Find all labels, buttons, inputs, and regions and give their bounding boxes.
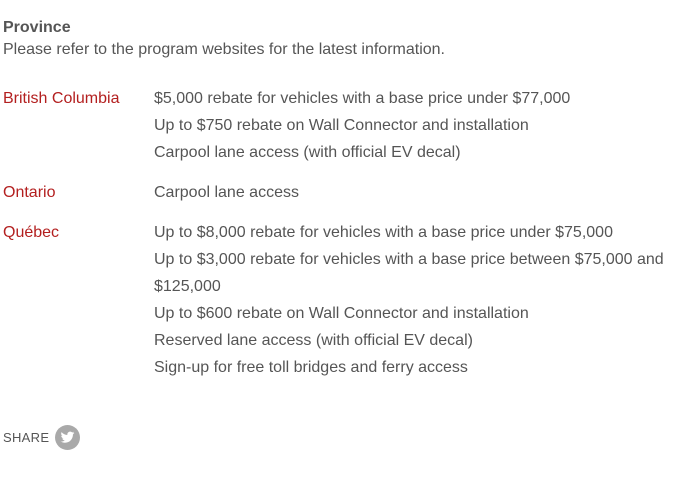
provinces-list bbox=[3, 85, 700, 381]
benefit-item: $5,000 rebate for vehicles with a base price under $77,000 bbox=[154, 90, 571, 107]
benefits-list bbox=[154, 85, 700, 166]
benefit-item: Up to $600 rebate on Wall Connector and installation bbox=[154, 305, 529, 322]
province-row-quebec bbox=[3, 219, 700, 381]
twitter-icon bbox=[60, 430, 75, 445]
section-title: Province bbox=[3, 19, 71, 36]
province-name: Québec bbox=[3, 224, 60, 241]
benefits-list bbox=[154, 219, 700, 381]
twitter-share-button[interactable] bbox=[55, 425, 80, 450]
province-name: Ontario bbox=[3, 184, 56, 201]
benefits-list bbox=[154, 179, 700, 206]
province-row-ontario bbox=[3, 179, 700, 206]
benefit-item: Sign-up for free toll bridges and ferry access bbox=[154, 359, 468, 376]
benefit-item: Carpool lane access bbox=[154, 184, 299, 201]
province-row-british-columbia bbox=[3, 85, 700, 166]
province-incentives-section bbox=[3, 18, 700, 394]
share-label: SHARE bbox=[3, 429, 50, 445]
benefit-item: Up to $8,000 rebate for vehicles with a base price under $75,000 bbox=[154, 224, 613, 241]
benefit-item: Up to $750 rebate on Wall Connector and installation bbox=[154, 117, 529, 134]
province-name: British Columbia bbox=[3, 90, 120, 107]
share-bar bbox=[3, 425, 80, 450]
benefit-item: Reserved lane access (with official EV decal) bbox=[154, 332, 473, 349]
section-subtitle: Please refer to the program websites for the latest information. bbox=[3, 41, 445, 58]
benefit-item: Carpool lane access (with official EV decal) bbox=[154, 144, 461, 161]
benefit-item: Up to $3,000 rebate for vehicles with a base price between $75,000 and $125,000 bbox=[154, 251, 664, 295]
